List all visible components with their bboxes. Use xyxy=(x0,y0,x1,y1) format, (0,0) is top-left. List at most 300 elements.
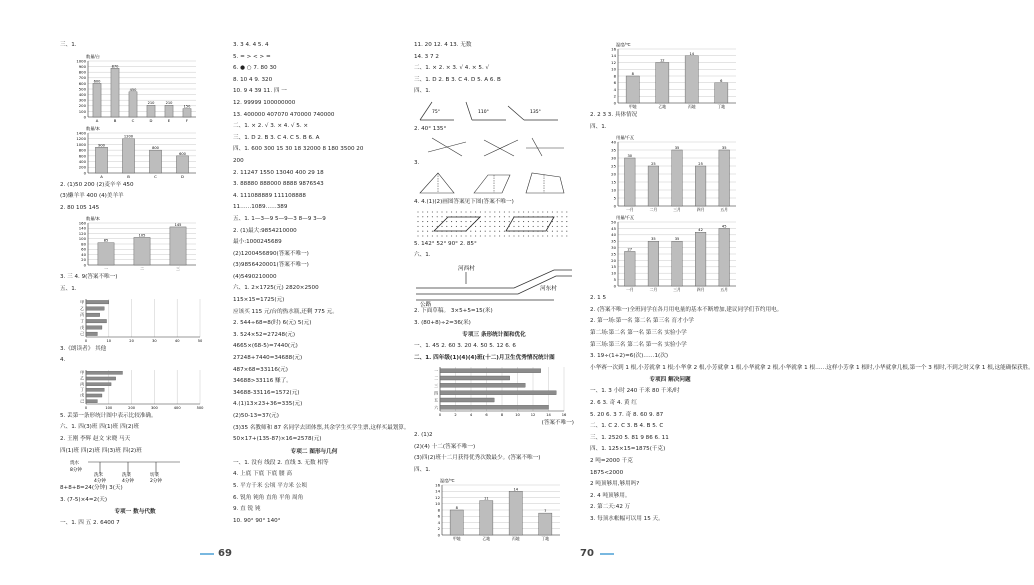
y-tick-label: 45 xyxy=(611,225,616,231)
bar-value-label: 25 xyxy=(698,162,703,167)
y-tick-label: 甲 xyxy=(80,369,84,375)
answer-line: 五、1. xyxy=(60,285,77,292)
y-tick-label: 10 xyxy=(611,66,616,72)
bar xyxy=(170,227,186,265)
bar xyxy=(440,391,556,395)
x-tick-label: 三 xyxy=(176,266,180,272)
y-tick-label: 600 xyxy=(78,80,86,86)
answer-line: 2. 544÷68=8(时) 6(元) 5(元) xyxy=(233,320,312,327)
section-heading: 专项二 图形与几何 xyxy=(290,448,338,455)
answer-line: 2. 6 3. 奇 4. 黄 红 xyxy=(590,399,638,406)
angle-label: 135° xyxy=(530,109,541,115)
answer-line: 6. ● ○ 7. 80 30 xyxy=(233,65,277,72)
answer-line: 3. (80+8)÷2=36(米) xyxy=(414,319,471,326)
bar-value-label: 8 xyxy=(455,506,458,511)
chart-title: 温度/℃ xyxy=(440,478,455,484)
answer-block xyxy=(233,458,395,528)
bar-value-label: 42 xyxy=(698,228,703,233)
answer-line: 5. 丢第一条形统计图中表示比较准确。 xyxy=(60,412,157,419)
x-tick-label: 20 xyxy=(129,338,134,343)
y-tick-label: 1400 xyxy=(76,129,86,135)
answer-line: 2. 4 吨顶够用。 xyxy=(590,492,631,499)
bar xyxy=(626,76,639,103)
bar xyxy=(95,147,107,173)
answer-line: 第三场:第三名 第二名 第一名 实验小学 xyxy=(590,341,687,348)
line-drawings xyxy=(414,136,574,158)
y-tick-label: 100 xyxy=(78,236,86,242)
y-tick-label: 己 xyxy=(80,330,84,336)
tree-node: 2分钟 xyxy=(150,479,162,485)
page-decoration xyxy=(200,553,214,555)
x-tick-label: 10 xyxy=(515,413,520,418)
answer-line: 第二场:第二名 第一名 第三名 实验小学 xyxy=(590,329,687,336)
y-tick-label: 5 xyxy=(613,195,616,201)
x-tick-label: 四月 xyxy=(696,207,705,213)
bar xyxy=(719,229,730,287)
y-tick-label: 0 xyxy=(437,532,440,538)
y-tick-label: 三 xyxy=(434,383,438,389)
y-tick-label: 12 xyxy=(611,59,616,65)
bar-value-label: 1200 xyxy=(123,134,134,139)
bar-value-label: 800 xyxy=(152,145,159,150)
column-4 xyxy=(590,40,1034,525)
answer-line: 34688-33116=1572(元) xyxy=(233,389,300,396)
answer-line: 3. 524×52=27248(元) xyxy=(233,331,296,338)
x-tick-label: 14 xyxy=(546,413,551,418)
y-tick-label: 35 xyxy=(611,147,616,153)
answer-line: 2. 2 3 3. 具体情况 xyxy=(590,112,638,118)
answer-line: 四、1. 600 300 15 30 18 32000 8 180 3500 20 xyxy=(233,146,364,153)
y-tick-label: 戊 xyxy=(80,324,84,330)
bar xyxy=(715,83,728,103)
answer-line: 一、1. 没有 线段 2. 直线 3. 无数 相等 xyxy=(233,459,329,466)
bar xyxy=(509,492,522,536)
x-tick-label: A xyxy=(95,117,99,123)
answer-line: 3. xyxy=(414,159,420,166)
y-tick-label: 0 xyxy=(613,283,616,289)
y-tick-label: 10 xyxy=(611,270,616,276)
bar-value-label: 35 xyxy=(721,146,727,151)
tree-node: 8分钟 xyxy=(70,468,82,474)
section-heading: 专项一 数与代数 xyxy=(114,509,156,516)
x-tick-label: 一月 xyxy=(626,287,634,293)
angle-label: 75° xyxy=(432,109,440,115)
answer-line: 三、1. D 2. B 3. C 4. D 5. A 6. B xyxy=(414,76,501,83)
answer-line: (2)50-13=37(元) xyxy=(233,413,279,419)
bar-value-label: 450 xyxy=(129,87,137,92)
bar xyxy=(86,382,111,385)
answer-line: 2 吨顶够用,够用吗? xyxy=(590,481,640,488)
chart-title: 数量/本 xyxy=(86,216,100,222)
bar xyxy=(719,150,730,206)
y-tick-label: 丙 xyxy=(80,381,84,387)
y-tick-label: 60 xyxy=(81,247,86,253)
answer-line: 13. 400000 407070 470000 740000 xyxy=(233,111,335,118)
x-tick-label: C xyxy=(154,173,157,179)
answer-line: 一、1. 3 小时 240 千米 80 千米/时 xyxy=(590,388,680,395)
y-tick-label: 14 xyxy=(435,488,440,494)
y-tick-label: 一 xyxy=(434,368,438,374)
x-tick-label: B xyxy=(113,117,117,123)
x-tick-label: 0 xyxy=(84,405,88,410)
answer-line: 四、1. xyxy=(590,123,607,130)
answer-line: (2)(4) 十二(答案不唯一) xyxy=(414,443,476,450)
x-tick-label: 16 xyxy=(561,413,567,418)
answer-line: 三、1. 2520 5. 81 9 86 6. 11 xyxy=(590,434,669,441)
x-tick-label: 100 xyxy=(105,405,113,410)
page-decoration xyxy=(600,553,614,555)
bar-chart-2 xyxy=(60,124,210,180)
y-tick-label: 8 xyxy=(437,507,440,513)
bar xyxy=(86,313,100,316)
bar xyxy=(183,108,191,116)
bar xyxy=(672,150,683,206)
x-tick-label: 8 xyxy=(500,413,504,418)
x-tick-label: 400 xyxy=(173,405,181,410)
answer-line: (3)懒羊羊 400 (4)美羊羊 xyxy=(60,193,124,200)
dot-grid-drawing xyxy=(414,209,574,239)
answer-line: 10. 90° 90° 140° xyxy=(233,517,281,524)
x-tick-label: 乙地 xyxy=(482,536,491,542)
answer-line: 115×15=1725(元) xyxy=(233,297,285,304)
bar-value-label: 900 xyxy=(98,142,105,147)
answer-line: 11. 20 12. 4 13. 无数 xyxy=(414,42,472,48)
answer-line: 8+8+8=24(分钟) 3(天) xyxy=(60,485,123,492)
y-tick-label: 四 xyxy=(434,390,438,396)
y-tick-label: 20 xyxy=(611,257,616,263)
y-tick-label: 0 xyxy=(83,262,86,268)
y-tick-label: 40 xyxy=(611,232,616,238)
bar xyxy=(147,105,155,117)
angle-label: 110° xyxy=(478,109,489,115)
chart-title: 数量/台 xyxy=(86,53,100,59)
bar xyxy=(86,399,97,402)
y-tick-label: 0 xyxy=(83,113,86,119)
x-tick-label: 一月 xyxy=(626,207,634,213)
x-tick-label: 丙地 xyxy=(511,536,520,542)
page-number-right: 70 xyxy=(580,548,594,559)
bar xyxy=(440,376,510,380)
hbar-chart-1 xyxy=(60,296,210,344)
y-tick-label: 140 xyxy=(78,226,86,232)
parallelogram-shape xyxy=(434,217,480,231)
bar xyxy=(656,63,669,104)
bar-value-label: 45 xyxy=(721,224,727,229)
answer-line: 四、1. xyxy=(414,88,431,95)
chart-title: 数量/本 xyxy=(86,125,100,131)
bar-value-label: 600 xyxy=(179,151,186,156)
angle-drawings xyxy=(414,98,574,124)
answer-line: 应该买 115 元/台的热水瓶,还剩 775 元。 xyxy=(233,308,338,315)
y-tick-label: 16 xyxy=(611,46,616,52)
answer-line: 二、1. C 2. C 3. B 4. B 5. C xyxy=(590,423,664,430)
y-tick-label: 160 xyxy=(78,220,86,226)
answer-line: 4. 上底 下底 下底 腰 高 xyxy=(233,471,292,478)
road-label: 公路 xyxy=(420,301,432,308)
answer-line: (2)1200456890(答案不唯一) xyxy=(233,250,309,257)
x-tick-label: 丁地 xyxy=(717,104,726,109)
bar-value-label: 210 xyxy=(147,100,155,105)
answer-line: 2. (1)50 200 (2)麦辛辛 450 xyxy=(60,181,134,188)
bar xyxy=(86,306,104,309)
answer-line: 8. 10 4 9. 320 xyxy=(233,76,273,83)
y-tick-label: 乙 xyxy=(80,375,84,381)
column-3 xyxy=(414,40,574,542)
bar-value-label: 105 xyxy=(138,233,146,238)
bar xyxy=(440,398,494,402)
y-tick-label: 戊 xyxy=(80,392,84,398)
bar-value-label: 14 xyxy=(689,51,695,56)
y-tick-label: 五 xyxy=(434,397,438,403)
bar xyxy=(176,155,188,172)
x-tick-label: 6 xyxy=(485,413,488,418)
y-tick-label: 乙 xyxy=(80,305,84,311)
x-tick-label: 甲地 xyxy=(452,536,461,542)
answer-line: 四、1. xyxy=(414,466,431,473)
x-tick-label: E xyxy=(167,117,171,123)
x-tick-label: B xyxy=(127,173,130,179)
bar xyxy=(86,332,97,335)
x-tick-label: F xyxy=(185,117,189,123)
answer-line: 4. xyxy=(60,357,66,364)
answer-line: 3. 88880 888000 8888 9876543 xyxy=(233,181,324,188)
bar-chart-1 xyxy=(60,52,210,124)
x-tick-label: A xyxy=(100,173,103,179)
answer-line: 5. 142° 52° 90° 2. 85° xyxy=(414,240,477,247)
x-tick-label: 二月 xyxy=(649,287,658,293)
bar-value-label: 6 xyxy=(720,78,723,83)
chart-title: 温度/℃ xyxy=(616,42,631,47)
y-tick-label: 120 xyxy=(78,231,86,237)
answer-line: 5. = > < > = xyxy=(233,53,271,60)
bar xyxy=(86,325,102,328)
y-tick-label: 1000 xyxy=(76,141,86,147)
y-tick-label: 400 xyxy=(78,91,86,97)
answer-line: 2. 11247 1550 13040 400 29 18 xyxy=(233,169,324,176)
chart-title: 用量/千瓦 xyxy=(616,215,635,221)
bar xyxy=(695,232,706,286)
answer-line: 3. 每顶水帐幅可以用 15 天。 xyxy=(590,515,664,522)
bar xyxy=(134,238,150,266)
y-tick-label: 六 xyxy=(434,405,438,411)
x-tick-label: 10 xyxy=(106,338,112,343)
bar xyxy=(86,300,109,303)
y-tick-label: 14 xyxy=(611,53,616,59)
x-tick-label: 4 xyxy=(469,413,473,418)
answer-line: 34688>33116 赚了。 xyxy=(233,378,292,385)
x-tick-label: 三月 xyxy=(673,287,681,293)
y-tick-label: 100 xyxy=(78,108,86,114)
answer-line: 一、1. 四 五 2. 6400 7 xyxy=(60,520,120,527)
x-tick-label: D xyxy=(149,117,153,123)
village-label: 河东村 xyxy=(540,285,557,292)
y-tick-label: 200 xyxy=(78,102,86,108)
bar-chart-3 xyxy=(60,214,210,272)
bar-value-label: 30 xyxy=(627,154,633,159)
bar xyxy=(648,241,659,286)
y-tick-label: 20 xyxy=(81,257,86,263)
x-tick-label: 乙地 xyxy=(658,104,667,109)
answer-line: 六、1. xyxy=(414,252,431,259)
y-tick-label: 2 xyxy=(437,526,440,532)
answer-line: 一、1. 45 2. 60 3. 20 4. 50 5. 12 6. 6 xyxy=(414,343,516,350)
answer-line: 2. (答案不唯一)全班同学在各月用电量的基本不断增加,建议同学们节约用电。 xyxy=(590,306,783,313)
answer-line: 9. 直 锐 钝 xyxy=(233,506,261,513)
bar xyxy=(440,384,525,388)
answer-line: 2. 第一场:第一名 第二名 第三名 育才小学 xyxy=(590,318,694,325)
y-tick-label: 10 xyxy=(435,501,440,507)
y-tick-label: 800 xyxy=(78,69,86,75)
y-tick-label: 15 xyxy=(611,179,616,185)
answer-line: 1875<2000 xyxy=(590,469,624,476)
bar xyxy=(165,105,173,117)
section-heading: 专项四 解决问题 xyxy=(649,377,691,384)
bar-value-label: 600 xyxy=(93,78,101,83)
x-tick-label: 300 xyxy=(150,405,158,410)
answer-line: 六、1. 四(3)班 四(1)班 四(2)班 xyxy=(60,424,140,431)
answer-block xyxy=(233,40,410,446)
answer-line: (3)35 名教师和 87 名同学去团体票,其余学生买学生票,这样买最划算。 xyxy=(233,424,410,431)
river-map-diagram xyxy=(414,262,574,306)
y-tick-label: 二 xyxy=(434,375,438,381)
answer-line: 200 xyxy=(233,157,244,164)
answer-block xyxy=(590,293,1034,374)
bar-value-label: 145 xyxy=(174,223,182,228)
answer-line: 4. 4.(1)(2)画图答案见下图(答案不唯一) xyxy=(414,199,514,206)
answer-line: 二、1. × 2. × 3. √ 4. × 5. √ xyxy=(414,65,490,72)
answer-line: 2. 王刚 李辉 赵文 宋晓 马天 xyxy=(60,435,131,442)
x-tick-label: 丁地 xyxy=(541,536,550,542)
y-tick-label: 丁 xyxy=(80,318,84,324)
answer-line: 2. 第二天:42 万 xyxy=(590,504,631,511)
y-tick-label: 400 xyxy=(78,158,86,164)
y-tick-label: 丁 xyxy=(80,386,84,392)
y-tick-label: 1000 xyxy=(76,57,86,63)
y-tick-label: 10 xyxy=(611,187,616,193)
bar-value-label: 27 xyxy=(627,247,633,252)
answer-line: 50×17+(135-87)×16=2578(元) xyxy=(233,436,322,443)
bar-value-label: 35 xyxy=(674,146,680,151)
bar xyxy=(98,243,114,265)
answer-line: 最小:1000245689 xyxy=(233,239,282,246)
bar-value-label: 35 xyxy=(651,237,656,242)
village-label: 河西村 xyxy=(458,265,475,272)
answer-line: 12. 99999 100000000 xyxy=(233,99,296,106)
y-tick-label: 200 xyxy=(78,164,86,170)
x-tick-label: 四月 xyxy=(696,287,705,293)
bar-value-label: 35 xyxy=(674,237,680,242)
column-1 xyxy=(60,40,210,530)
answer-block xyxy=(590,386,750,525)
answer-line: 2. 下面草稿。 3×5+5=15(米) xyxy=(414,307,493,314)
bar-chart-6 xyxy=(590,133,750,213)
bar-value-label: 8 xyxy=(631,72,634,76)
answer-line: 10. 9 4 39 11. 四 一 xyxy=(233,88,287,95)
answer-line: 五、1. 1—3—9 5—9—3 8—9 3—9 xyxy=(233,215,326,222)
bar-value-label: 870 xyxy=(111,63,119,68)
y-tick-label: 15 xyxy=(611,264,616,270)
y-tick-label: 12 xyxy=(435,495,440,501)
y-tick-label: 500 xyxy=(78,85,86,91)
x-tick-label: 五月 xyxy=(720,287,728,293)
hbar-chart-3 xyxy=(414,364,574,418)
chart-title: 用量/千瓦 xyxy=(616,135,635,141)
y-tick-label: 35 xyxy=(611,238,616,244)
tree-node: 洗米 xyxy=(94,473,103,479)
bar xyxy=(624,158,635,206)
x-tick-label: 二月 xyxy=(649,207,658,213)
bar xyxy=(86,388,104,391)
y-tick-label: 6 xyxy=(613,80,616,86)
x-tick-label: 甲地 xyxy=(628,104,637,109)
y-tick-label: 2 xyxy=(613,93,616,99)
y-tick-label: 丙 xyxy=(80,311,84,317)
y-tick-label: 20 xyxy=(611,171,616,177)
y-tick-label: 0 xyxy=(613,100,616,106)
bar xyxy=(480,501,493,535)
answer-line: 14. 3 7 2 xyxy=(414,53,439,60)
answer-line: 2. 40° 135° xyxy=(414,125,447,132)
y-tick-label: 300 xyxy=(78,97,86,103)
x-tick-label: D xyxy=(181,173,184,179)
bar-chart-7 xyxy=(590,213,750,293)
answer-line: 三、1. D 2. B 3. C 4. C 5. B 6. A xyxy=(233,134,320,141)
x-tick-label: 丙地 xyxy=(687,104,696,109)
y-tick-label: 16 xyxy=(435,482,440,488)
x-tick-label: C xyxy=(131,117,135,123)
x-tick-label: 二 xyxy=(140,266,144,272)
answer-line: 2 吨=2000 千克 xyxy=(590,457,633,464)
answer-line: (答案不唯一) xyxy=(541,420,574,427)
answer-line: 5. 平方千米 公顷 平方米 公顷 xyxy=(233,482,307,489)
x-tick-label: 30 xyxy=(152,338,157,343)
bar-chart-5 xyxy=(590,40,750,110)
answer-line: 11……1089……389 xyxy=(233,204,288,211)
answer-line: 6. 锐角 钝角 直角 平角 周角 xyxy=(233,494,304,501)
x-tick-label: 0 xyxy=(84,338,88,343)
x-tick-label: 40 xyxy=(174,338,180,343)
column-2 xyxy=(233,40,410,527)
answer-line: 小华赛一次到 1 根,小芳就拿 1 根;小华拿 2 根,小芳就拿 1 根,小华就拿 2 根,小华就拿 1 根……这样小芳拿 1 根时,小华就拿几根,第一个 3 根时,不到之时又拿 1 根,这能确保获胜。 xyxy=(590,364,1034,371)
bar xyxy=(111,68,119,117)
bar xyxy=(93,83,101,117)
answer-line: 27248+7440=34688(元) xyxy=(233,355,303,362)
y-tick-label: 50 xyxy=(611,219,616,225)
answer-line: 4.(1)13×23+36=335(元) xyxy=(233,401,303,408)
bar xyxy=(648,166,659,206)
x-tick-label: 2 xyxy=(454,413,457,418)
y-tick-label: 40 xyxy=(81,252,86,258)
hbar-chart-2 xyxy=(60,367,210,411)
y-tick-label: 700 xyxy=(78,74,86,80)
answer-line: (3)9856420001(答案不唯一) xyxy=(233,262,309,269)
bar xyxy=(624,252,635,287)
bar xyxy=(539,513,552,535)
bar-value-label: 14 xyxy=(513,487,519,492)
bar xyxy=(86,377,116,380)
bar-value-label: 12 xyxy=(659,58,665,63)
bar xyxy=(86,371,122,374)
answer-line: 2. 80 105 145 xyxy=(60,204,100,211)
shape-drawings xyxy=(414,169,574,197)
bar-value-label: 210 xyxy=(165,100,173,105)
x-tick-label: 五月 xyxy=(720,207,728,213)
answer-line: 5. 20 6. 3 7. 奇 8. 60 9. 87 xyxy=(590,411,664,418)
x-tick-label: 0 xyxy=(438,413,442,418)
y-tick-label: 30 xyxy=(611,245,616,251)
bar xyxy=(450,510,463,535)
bar-value-label: 7 xyxy=(544,509,547,514)
